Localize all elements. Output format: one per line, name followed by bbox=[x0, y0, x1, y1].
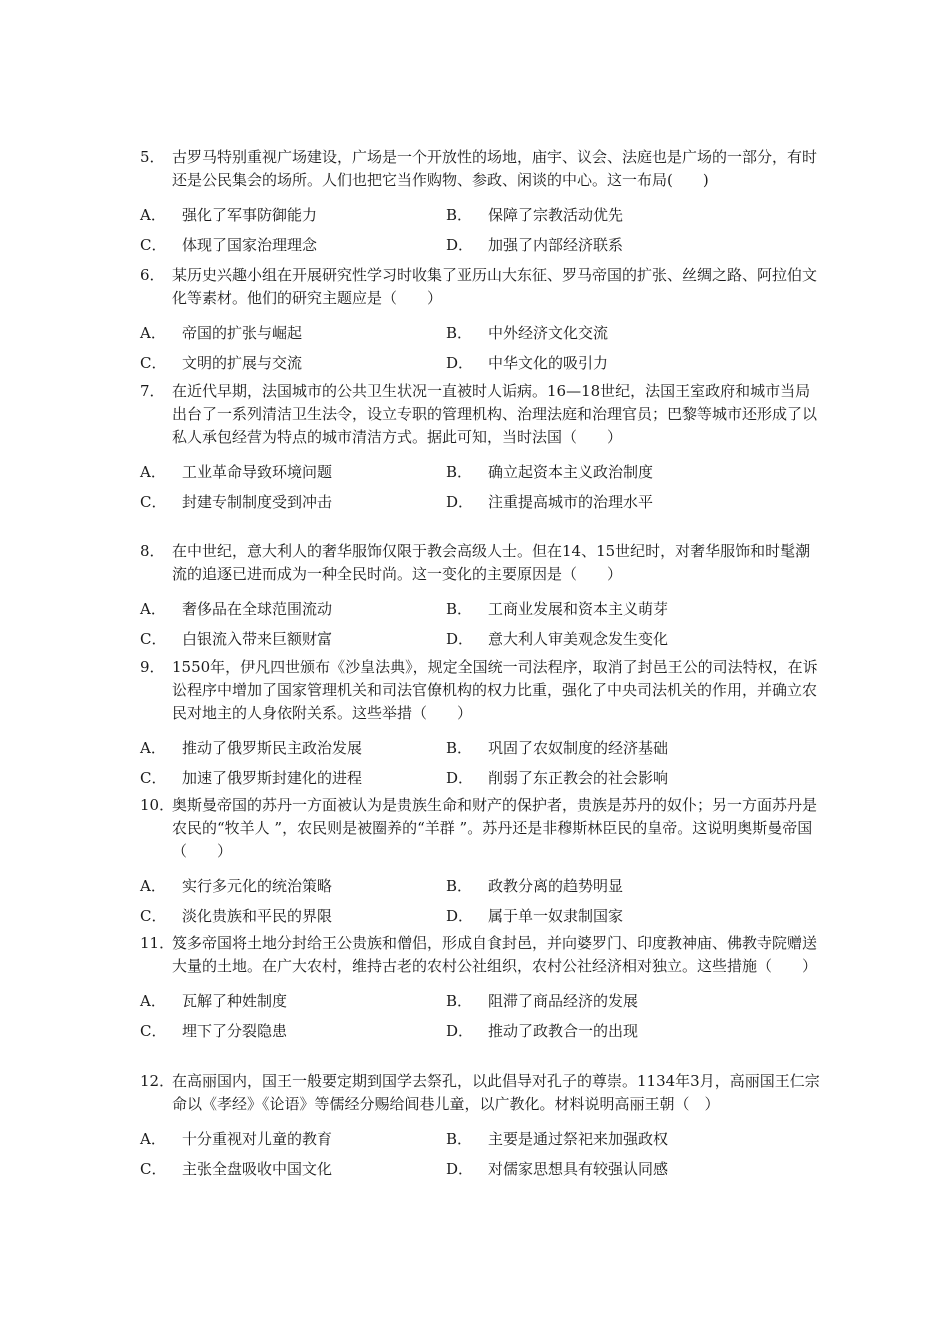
option-b[interactable] bbox=[446, 204, 752, 227]
question-stem bbox=[140, 540, 820, 586]
option-label: D． bbox=[446, 353, 474, 372]
option-label: A． bbox=[140, 876, 166, 895]
option-label: D． bbox=[446, 1159, 474, 1178]
question-stem bbox=[140, 146, 820, 192]
option-label: C． bbox=[140, 906, 167, 925]
option-label: D． bbox=[446, 629, 474, 648]
question-text: 在近代早期，法国城市的公共卫生状况一直被时人诟病。16—18世纪，法国王室政府和城市当局出台了一系列清洁卫生法令，设立专职的管理机构、治理法庭和治理官员；巴黎等城市还形成了以私人承包经营为特点的城市清洁方式。据此可知，当时法国（ ） bbox=[172, 382, 818, 446]
option-text: 主要是通过祭祀来加强政权 bbox=[488, 1129, 669, 1148]
question-text: 1550年，伊凡四世颁布《沙皇法典》，规定全国统一司法程序，取消了封邑王公的司法特权，在诉讼程序中增加了国家管理机关和司法官僚机构的权力比重，强化了中央司法机关的作用，并确立农民对地主的人身依附关系。这些举措（ ） bbox=[172, 658, 818, 722]
option-text: 巩固了农奴制度的经济基础 bbox=[488, 738, 669, 757]
option-c[interactable] bbox=[140, 491, 446, 514]
question-stem bbox=[140, 656, 820, 725]
option-d[interactable] bbox=[446, 767, 752, 790]
option-b[interactable] bbox=[446, 990, 752, 1013]
option-label: A． bbox=[140, 462, 166, 481]
option-d[interactable] bbox=[446, 491, 752, 514]
question-number: 11． bbox=[140, 934, 175, 952]
question-number: 5． bbox=[140, 148, 165, 166]
question-text: 古罗马特别重视广场建设，广场是一个开放性的场地，庙宇、议会、法庭也是广场的一部分，有时还是公民集会的场所。人们也把它当作购物、参政、闲谈的中心。这一布局( ) bbox=[172, 148, 818, 189]
question-number: 12． bbox=[140, 1072, 175, 1090]
question-text: 在高丽国内，国王一般要定期到国学去祭孔，以此倡导对孔子的尊崇。1134年3月，高丽国王仁宗命以《孝经》《论语》等儒经分赐给闾巷儿童，以广教化。材料说明高丽王朝（ ） bbox=[172, 1072, 820, 1113]
option-text: 加速了俄罗斯封建化的进程 bbox=[182, 768, 363, 787]
option-a[interactable] bbox=[140, 990, 446, 1013]
question-5 bbox=[140, 146, 820, 260]
option-text: 加强了内部经济联系 bbox=[488, 235, 624, 254]
question-text: 笈多帝国将土地分封给王公贵族和僧侣，形成自食封邑，并向婆罗门、印度教神庙、佛教寺院赠送大量的土地。在广大农村，维持古老的农村公社组织，农村公社经济相对独立。这些措施（ ） bbox=[172, 934, 818, 975]
question-number: 6． bbox=[140, 266, 165, 284]
option-text: 白银流入带来巨额财富 bbox=[182, 629, 333, 648]
option-label: B． bbox=[446, 876, 473, 895]
option-a[interactable] bbox=[140, 461, 446, 484]
option-d[interactable] bbox=[446, 234, 752, 257]
option-text: 中外经济文化交流 bbox=[488, 323, 609, 342]
option-label: A． bbox=[140, 323, 166, 342]
option-text: 保障了宗教活动优先 bbox=[488, 205, 624, 224]
option-c[interactable] bbox=[140, 1020, 446, 1043]
option-text: 削弱了东正教会的社会影响 bbox=[488, 768, 669, 787]
option-c[interactable] bbox=[140, 234, 446, 257]
question-stem bbox=[140, 794, 820, 863]
option-d[interactable] bbox=[446, 1020, 752, 1043]
question-7 bbox=[140, 380, 820, 517]
options bbox=[140, 594, 820, 654]
options bbox=[140, 733, 820, 793]
option-label: C． bbox=[140, 1021, 167, 1040]
option-label: A． bbox=[140, 991, 166, 1010]
option-text: 工商业发展和资本主义萌芽 bbox=[488, 599, 669, 618]
options bbox=[140, 986, 820, 1046]
question-text: 某历史兴趣小组在开展研究性学习时收集了亚历山大东征、罗马帝国的扩张、丝绸之路、阿拉伯文化等素材。他们的研究主题应是（ ） bbox=[172, 266, 818, 307]
option-a[interactable] bbox=[140, 204, 446, 227]
option-text: 阻滞了商品经济的发展 bbox=[488, 991, 639, 1010]
option-text: 推动了政教合一的出现 bbox=[488, 1021, 639, 1040]
option-b[interactable] bbox=[446, 737, 752, 760]
option-text: 帝国的扩张与崛起 bbox=[182, 323, 303, 342]
option-label: A． bbox=[140, 205, 166, 224]
option-text: 强化了军事防御能力 bbox=[182, 205, 318, 224]
option-text: 奢侈品在全球范围流动 bbox=[182, 599, 333, 618]
question-stem bbox=[140, 1070, 820, 1116]
option-label: A． bbox=[140, 738, 166, 757]
option-text: 淡化贵族和平民的界限 bbox=[182, 906, 333, 925]
option-c[interactable] bbox=[140, 352, 446, 375]
option-label: C． bbox=[140, 492, 167, 511]
options bbox=[140, 318, 820, 378]
option-text: 政教分离的趋势明显 bbox=[488, 876, 624, 895]
question-number: 10． bbox=[140, 796, 175, 814]
question-number: 7． bbox=[140, 382, 165, 400]
option-label: A． bbox=[140, 599, 166, 618]
options bbox=[140, 457, 820, 517]
option-c[interactable] bbox=[140, 767, 446, 790]
option-text: 文明的扩展与交流 bbox=[182, 353, 303, 372]
option-a[interactable] bbox=[140, 598, 446, 621]
option-text: 注重提高城市的治理水平 bbox=[488, 492, 654, 511]
option-text: 对儒家思想具有较强认同感 bbox=[488, 1159, 669, 1178]
option-label: A． bbox=[140, 1129, 166, 1148]
option-label: C． bbox=[140, 629, 167, 648]
option-d[interactable] bbox=[446, 352, 752, 375]
question-12 bbox=[140, 1070, 820, 1184]
option-label: B． bbox=[446, 323, 473, 342]
option-text: 意大利人审美观念发生变化 bbox=[488, 629, 669, 648]
option-d[interactable] bbox=[446, 1158, 752, 1181]
option-c[interactable] bbox=[140, 628, 446, 651]
option-b[interactable] bbox=[446, 875, 752, 898]
option-c[interactable] bbox=[140, 905, 446, 928]
option-text: 瓦解了种姓制度 bbox=[182, 991, 288, 1010]
option-label: B． bbox=[446, 991, 473, 1010]
option-a[interactable] bbox=[140, 1128, 446, 1151]
option-label: D． bbox=[446, 906, 474, 925]
option-text: 封建专制制度受到冲击 bbox=[182, 492, 333, 511]
option-label: D． bbox=[446, 1021, 474, 1040]
option-label: B． bbox=[446, 1129, 473, 1148]
options bbox=[140, 871, 820, 931]
option-label: D． bbox=[446, 492, 474, 511]
option-b[interactable] bbox=[446, 1128, 752, 1151]
option-label: D． bbox=[446, 235, 474, 254]
option-d[interactable] bbox=[446, 905, 752, 928]
option-text: 体现了国家治理理念 bbox=[182, 235, 318, 254]
option-b[interactable] bbox=[446, 461, 752, 484]
options bbox=[140, 1124, 820, 1184]
option-text: 实行多元化的统治策略 bbox=[182, 876, 333, 895]
option-text: 推动了俄罗斯民主政治发展 bbox=[182, 738, 363, 757]
question-text: 奥斯曼帝国的苏丹一方面被认为是贵族生命和财产的保护者，贵族是苏丹的奴仆；另一方面苏丹是农民的“牧羊人 ”，农民则是被圈养的“羊群 ”。苏丹还是非穆斯林臣民的皇帝。这说明奥斯曼帝国（ ） bbox=[172, 796, 818, 860]
option-text: 确立起资本主义政治制度 bbox=[488, 462, 654, 481]
option-text: 埋下了分裂隐患 bbox=[182, 1021, 288, 1040]
option-label: B． bbox=[446, 462, 473, 481]
option-label: B． bbox=[446, 205, 473, 224]
question-stem bbox=[140, 264, 820, 310]
question-text: 在中世纪，意大利人的奢华服饰仅限于教会高级人士。但在14、15世纪时，对奢华服饰和时髦潮流的追逐已进而成为一种全民时尚。这一变化的主要原因是（ ） bbox=[172, 542, 811, 583]
option-label: C． bbox=[140, 1159, 167, 1178]
question-10 bbox=[140, 794, 820, 931]
option-label: C． bbox=[140, 235, 167, 254]
option-b[interactable] bbox=[446, 598, 752, 621]
option-b[interactable] bbox=[446, 322, 752, 345]
option-c[interactable] bbox=[140, 1158, 446, 1181]
option-label: C． bbox=[140, 768, 167, 787]
option-d[interactable] bbox=[446, 628, 752, 651]
option-text: 十分重视对儿童的教育 bbox=[182, 1129, 333, 1148]
option-text: 主张全盘吸收中国文化 bbox=[182, 1159, 333, 1178]
question-number: 8． bbox=[140, 542, 165, 560]
option-a[interactable] bbox=[140, 322, 446, 345]
option-a[interactable] bbox=[140, 875, 446, 898]
options bbox=[140, 200, 820, 260]
option-text: 工业革命导致环境问题 bbox=[182, 462, 333, 481]
option-a[interactable] bbox=[140, 737, 446, 760]
question-number: 9． bbox=[140, 658, 165, 676]
question-stem bbox=[140, 932, 820, 978]
question-6 bbox=[140, 264, 820, 378]
question-11 bbox=[140, 932, 820, 1046]
question-8 bbox=[140, 540, 820, 654]
option-label: B． bbox=[446, 599, 473, 618]
option-text: 中华文化的吸引力 bbox=[488, 353, 609, 372]
option-label: D． bbox=[446, 768, 474, 787]
option-label: C． bbox=[140, 353, 167, 372]
question-stem bbox=[140, 380, 820, 449]
question-9 bbox=[140, 656, 820, 793]
option-text: 属于单一奴隶制国家 bbox=[488, 906, 624, 925]
option-label: B． bbox=[446, 738, 473, 757]
